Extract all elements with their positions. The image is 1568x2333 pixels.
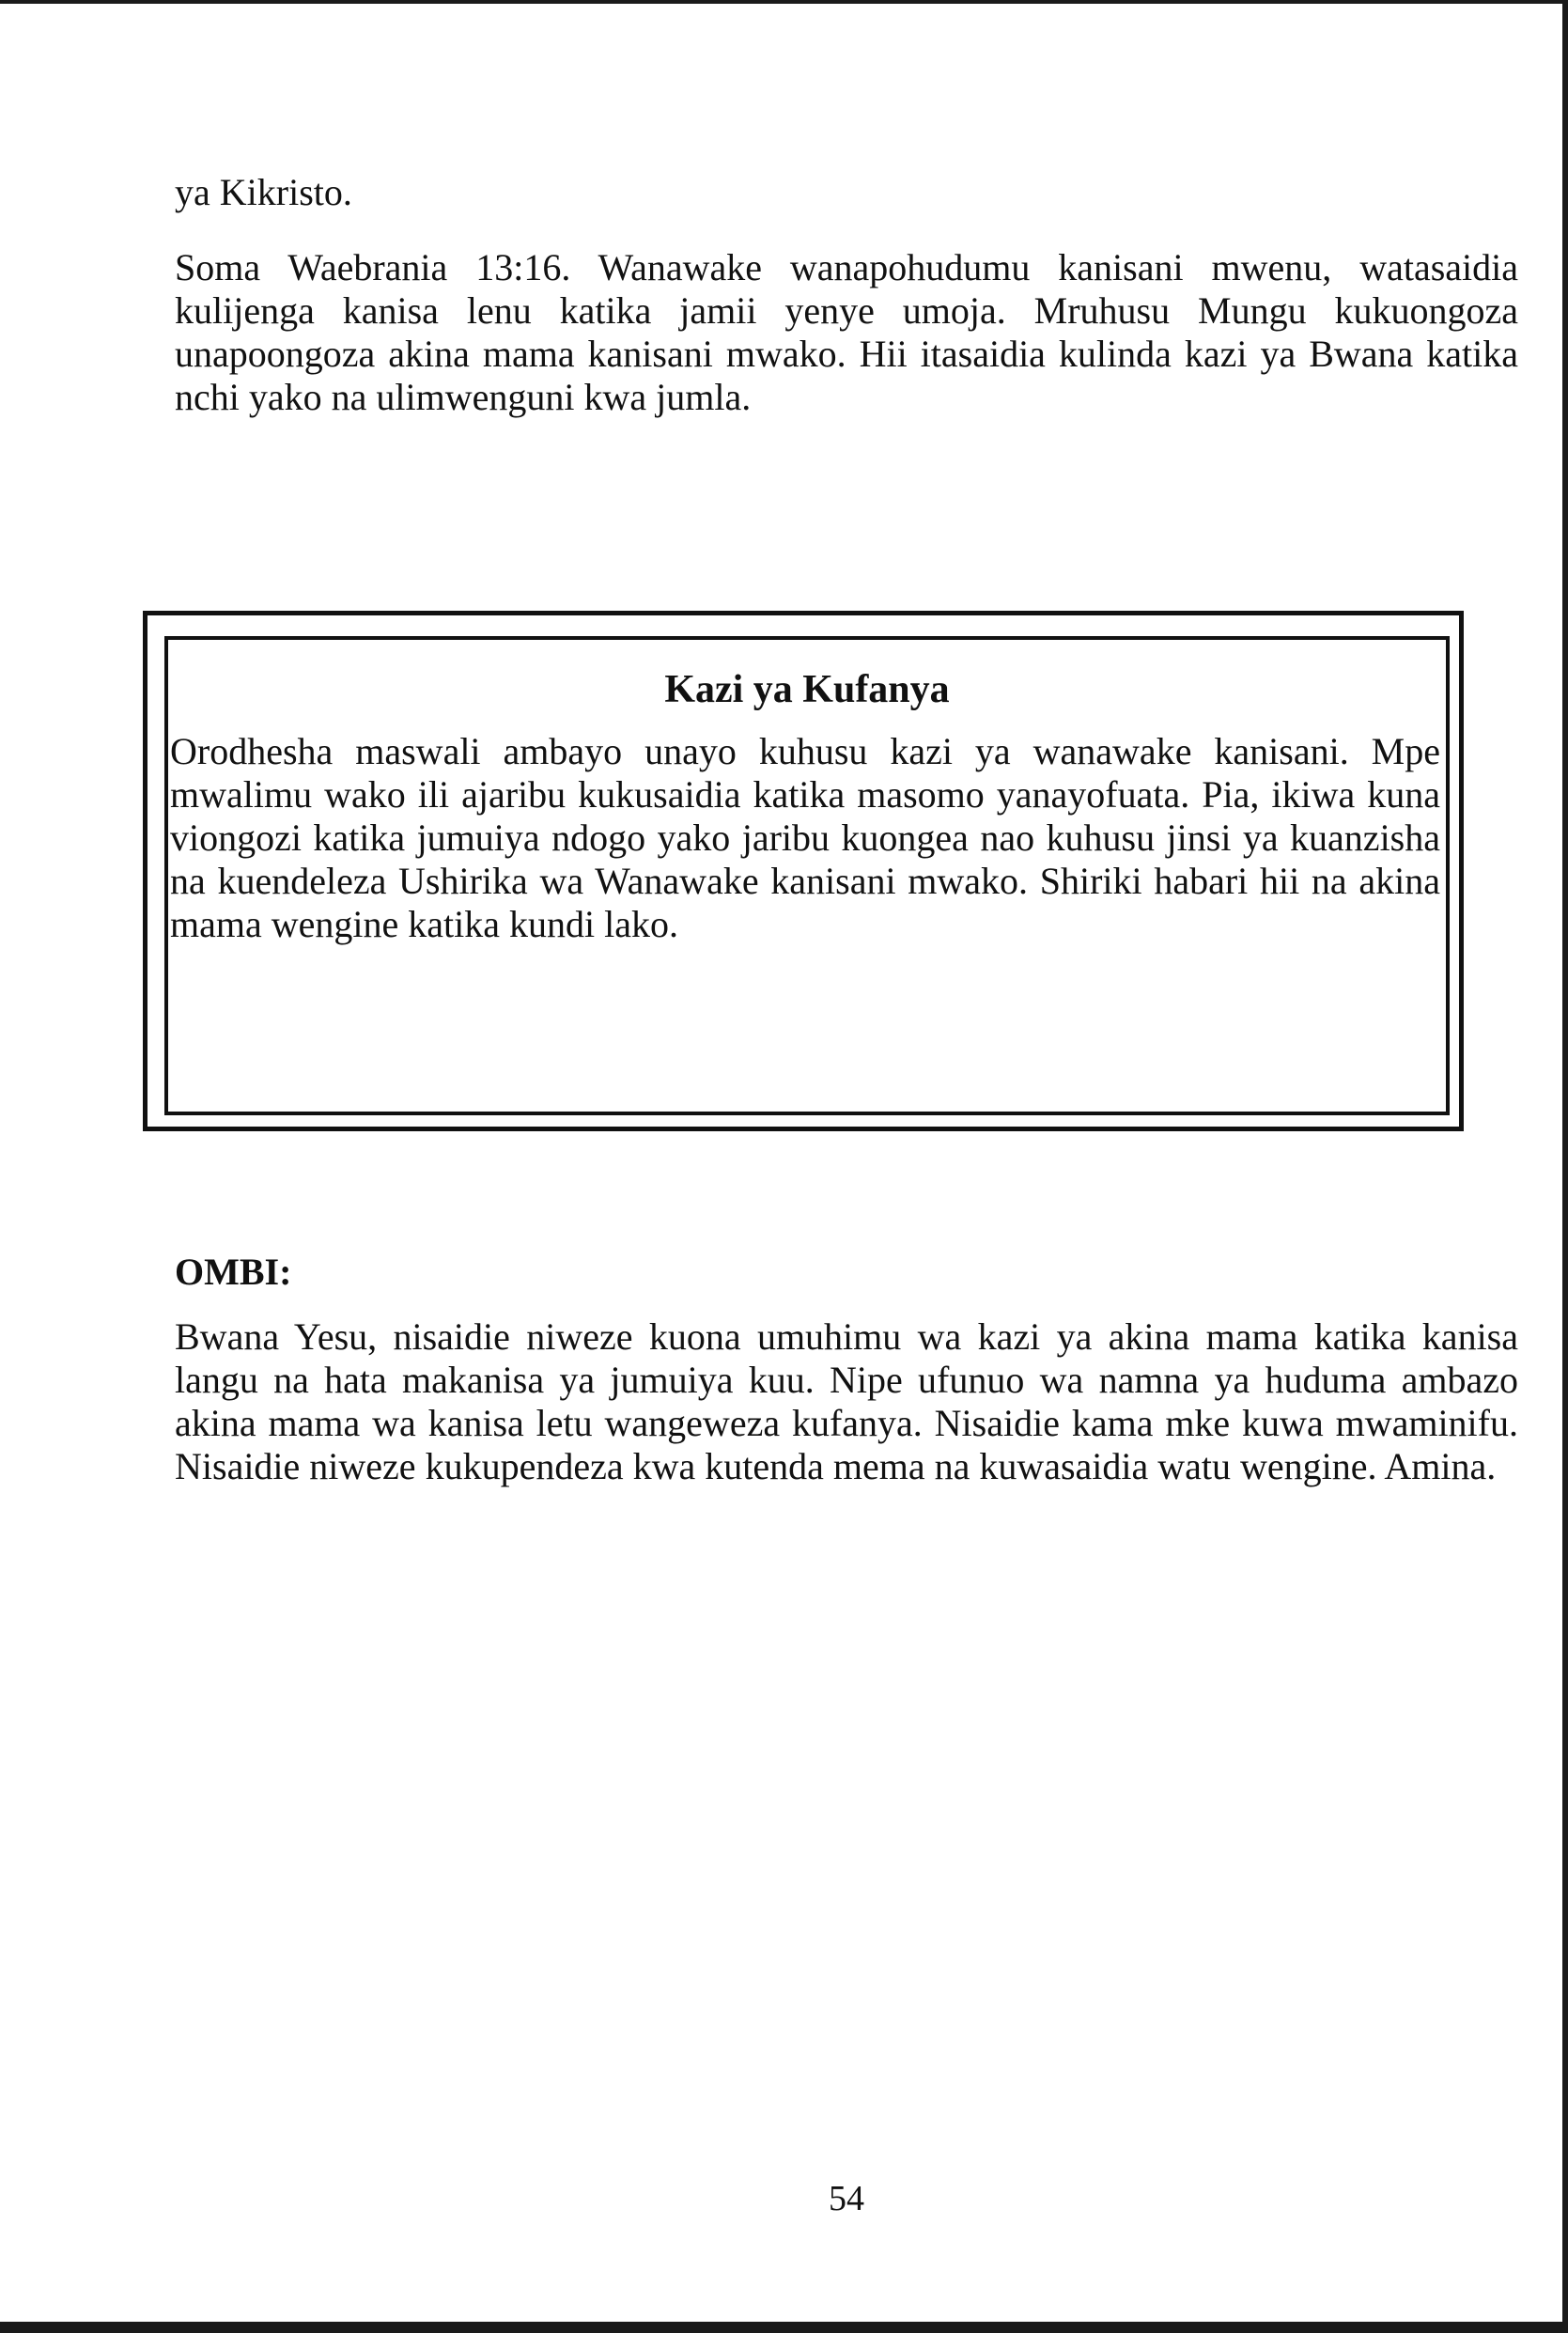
task-box xyxy=(143,611,1464,1131)
task-box-text: Orodhesha maswali ambayo unayo kuhusu kazi ya wanawake kanisani. Mpe mwalimu wako ili ajaribu kukusaidia katika masomo yanayofuata. Pia, ikiwa kuna viongozi katika jumuiya ndogo yako jaribu kuongea nao kuhusu jinsi ya kuanzisha na kuendeleza Ushirika wa Wanawake kanisani mwako. Shiriki habari hii na akina mama wengine katika kundi lako. xyxy=(170,730,1440,945)
page-number: 54 xyxy=(829,2179,864,2218)
prayer-heading: OMBI: xyxy=(175,1251,292,1293)
task-box-inner-frame xyxy=(164,636,1450,1115)
prayer-text: Bwana Yesu, nisaidie niweze kuona umuhimu wa kazi ya akina mama katika kanisa langu na hata makanisa ya jumuiya kuu. Nipe ufunuo wa namna ya huduma ambazo akina mama wa kanisa letu wangeweza kufanya. Nisaidie kama mke kuwa mwaminifu. Nisaidie niweze kukupendeza kwa kutenda mema na kuwasaidia watu wengine. Amina. xyxy=(175,1315,1518,1487)
scan-edge-top xyxy=(0,0,1568,4)
task-box-title: Kazi ya Kufanya xyxy=(664,668,950,711)
scan-edge-bottom xyxy=(0,2322,1568,2333)
continuation-text: ya Kikristo. xyxy=(175,171,352,213)
body-paragraph: Soma Waebrania 13:16. Wanawake wanapohudumu kanisani mwenu, watasaidia kulijenga kanisa lenu katika jamii yenye umoja. Mruhusu Mungu kukuongoza unapoongoza akina mama kanisani mwako. Hii itasaidia kulinda kazi ya Bwana katika nchi yako na ulimwenguni kwa jumla. xyxy=(175,246,1518,418)
scan-edge-right xyxy=(1562,0,1568,2333)
